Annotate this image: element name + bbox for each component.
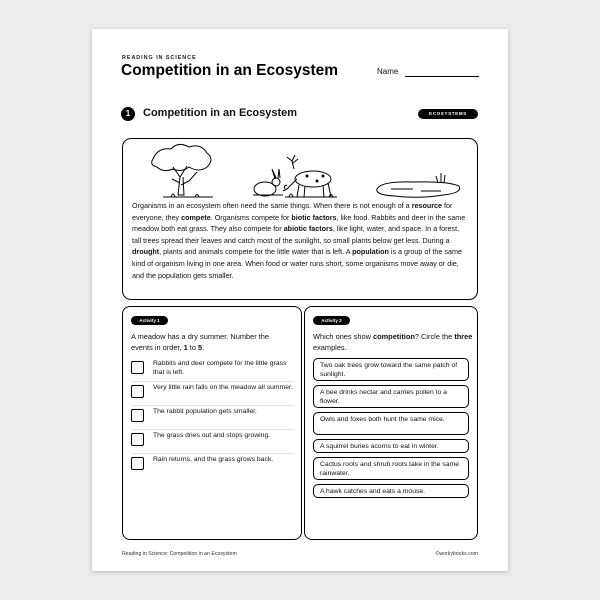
text-run: ? Circle the: [414, 332, 455, 341]
bold-term: competition: [372, 332, 415, 341]
name-label: Name: [377, 67, 399, 76]
topic-badge: ECOSYSTEMS: [418, 109, 478, 119]
passage-text: [132, 200, 470, 281]
bold-term: resource: [411, 201, 443, 210]
option-item[interactable]: A squirrel buries acorns to eat in winter.: [313, 439, 469, 453]
activity-1-prompt: [131, 331, 291, 353]
text-run: for everyone, they: [132, 201, 453, 222]
answer-box[interactable]: [131, 385, 144, 398]
answer-box[interactable]: [131, 433, 144, 446]
option-item[interactable]: A bee drinks nectar and carries pollen to a flower.: [313, 385, 469, 408]
section-title: Competition in an Ecosystem: [143, 107, 298, 119]
step-text: The rabbit population gets smaller.: [153, 408, 257, 415]
bold-term: abiotic factors: [283, 224, 333, 234]
step-text: Rabbits and deer compete for the little grass that is left.: [153, 360, 287, 376]
bold-term: population: [352, 247, 389, 257]
passage-box: [122, 138, 478, 300]
step-item: [131, 455, 294, 477]
text-run: .: [202, 343, 205, 352]
tree-icon: [152, 144, 213, 197]
activity-2-badge: Activity 2: [313, 316, 350, 325]
name-field[interactable]: [405, 76, 479, 77]
footer-credit: ©workybooks.com: [435, 551, 478, 557]
activity-2-card: [304, 306, 478, 540]
text-run: , like light, water, and space. In a forest, tall trees spread their leaves and catch most of the sunlight, so small plants below get less. During a: [132, 224, 460, 245]
pond-icon: [377, 173, 460, 197]
activity-1-card: [122, 306, 302, 540]
text-run: examples.: [313, 343, 347, 352]
text-run: Which ones show: [313, 332, 373, 341]
option-item[interactable]: Two oak trees grow toward the same patch of sunlight.: [313, 358, 469, 381]
text-run: Organisms in an ecosystem often need the same things. When there is not enough of a: [132, 201, 412, 210]
footer-title: Reading in Science: Competition in an Ecosystem: [122, 551, 237, 557]
section-number: 1: [121, 107, 135, 121]
deer-icon: [283, 155, 337, 197]
answer-box[interactable]: [131, 409, 144, 422]
step-item: [131, 407, 294, 430]
worksheet-page: [92, 29, 508, 571]
activity-2-prompt: [313, 331, 473, 353]
bold-term: biotic factors: [291, 212, 337, 222]
text-run: , plants and animals compete for the little water that is left. A: [159, 247, 353, 257]
kicker: READING IN SCIENCE: [122, 55, 197, 61]
activity-1-steps: [131, 359, 294, 478]
step-item: [131, 431, 294, 454]
option-item[interactable]: Owls and foxes both hunt the same mice.: [313, 412, 469, 435]
activity-1-badge: Activity 1: [131, 316, 168, 325]
answer-box[interactable]: [131, 361, 144, 374]
step-item: [131, 359, 294, 382]
text-run: . Organisms compete for: [210, 212, 292, 222]
option-item[interactable]: Cactus roots and shrub roots take in the same rainwater.: [313, 457, 469, 480]
bold-term: 1: [183, 343, 188, 352]
activity-2-options: [313, 358, 469, 502]
bold-term: 5: [198, 343, 203, 352]
text-run: , like food. Rabbits and deer in the same meadow both eat grass. They also compete for: [132, 212, 466, 234]
text-run: A meadow has a dry summer. Number the events in order,: [131, 332, 270, 352]
bold-term: drought: [132, 247, 160, 257]
step-text: Very little rain falls on the meadow all summer.: [153, 384, 293, 391]
step-text: Rain returns, and the grass grows back.: [153, 456, 274, 463]
answer-box[interactable]: [131, 457, 144, 470]
illustration-strip: [123, 139, 479, 201]
text-run: to: [187, 343, 198, 352]
bold-term: compete: [181, 212, 211, 222]
rabbit-icon: [253, 169, 283, 196]
text-run: is a group of the same kind of organism living in one area. When food or water runs short, some organisms move away or die, and the population gets smaller.: [132, 247, 462, 280]
step-text: The grass dries out and stops growing.: [153, 432, 271, 439]
bold-term: three: [454, 332, 473, 341]
option-item[interactable]: A hawk catches and eats a mouse.: [313, 484, 469, 498]
step-item: [131, 383, 294, 406]
page-title: Competition in an Ecosystem: [121, 62, 339, 79]
